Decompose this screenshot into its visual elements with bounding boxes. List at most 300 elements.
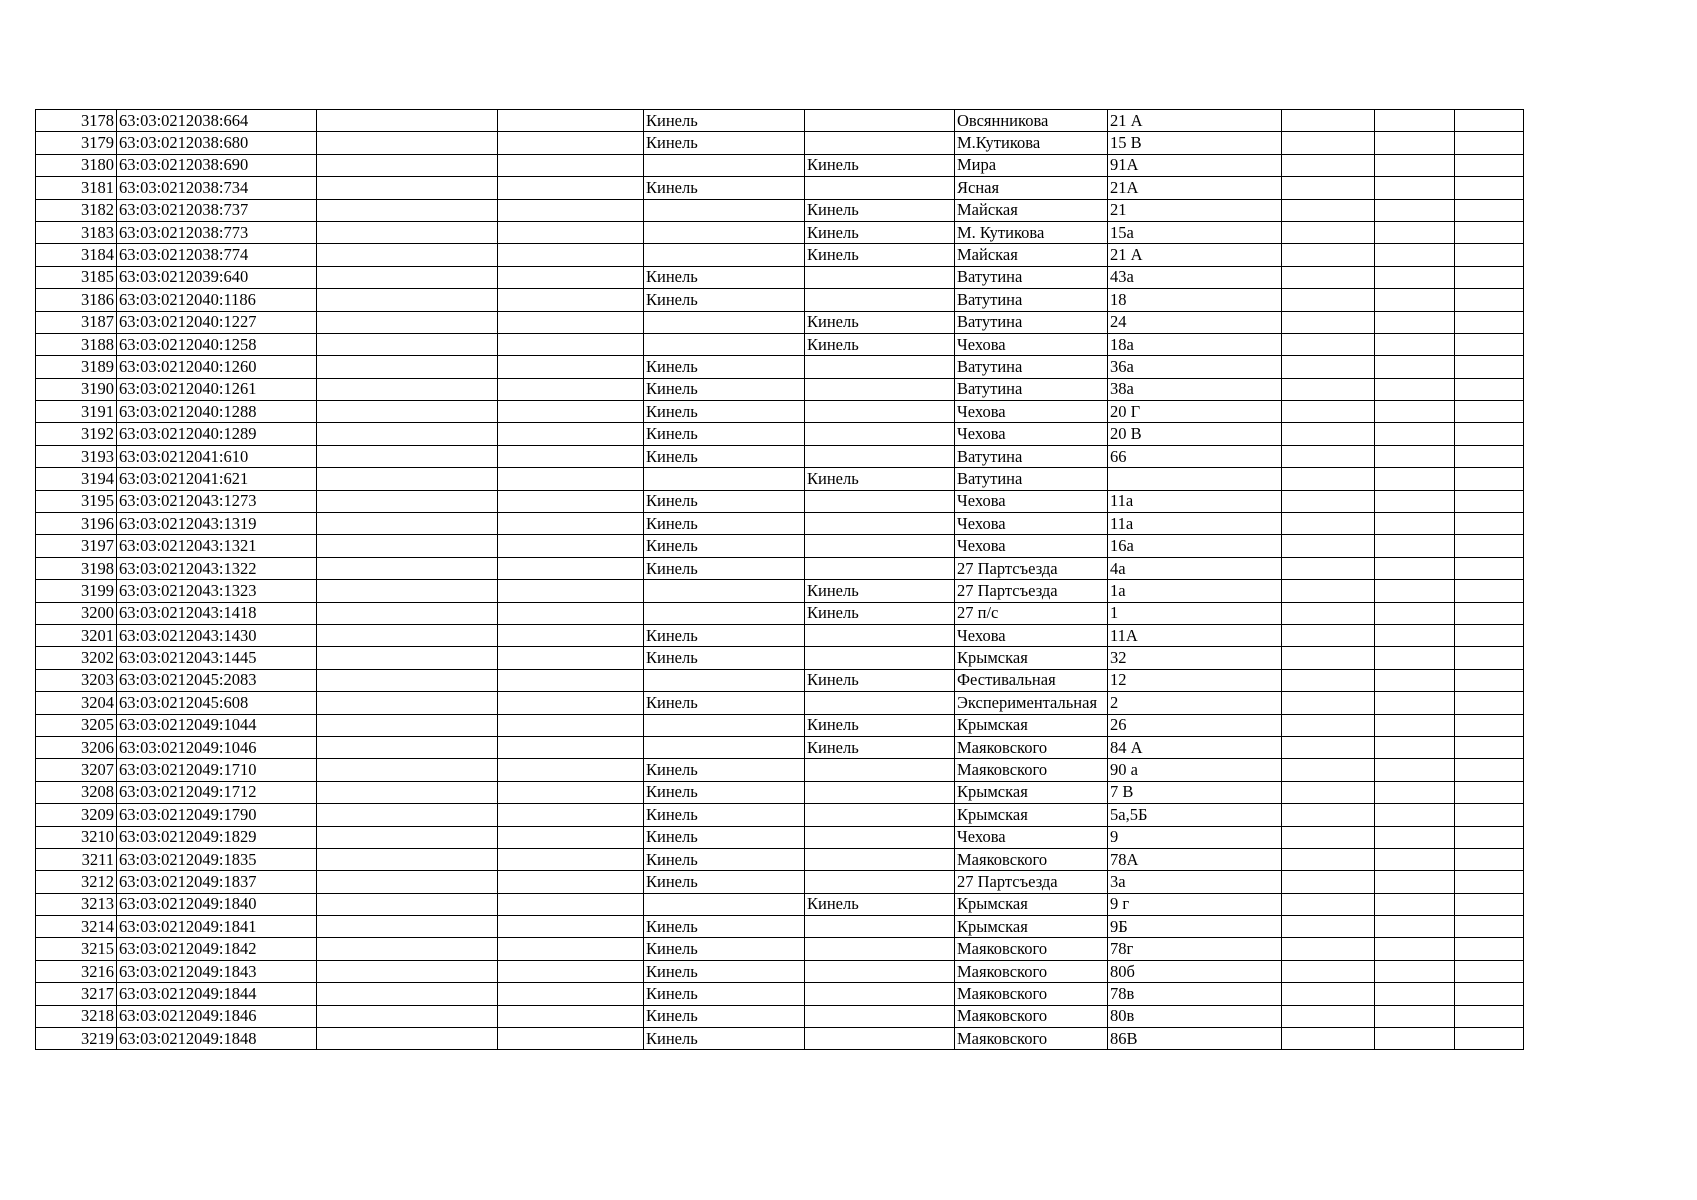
- empty-cell: [1282, 401, 1375, 423]
- empty-cell: [498, 714, 644, 736]
- street-cell: Ватутина: [955, 378, 1108, 400]
- row-number: 3207: [36, 759, 117, 781]
- empty-cell: [1455, 960, 1524, 982]
- city-cell: Кинель: [644, 916, 805, 938]
- empty-cell: [317, 490, 498, 512]
- table-row: [36, 199, 1602, 221]
- empty-cell: [1455, 1028, 1524, 1050]
- city-cell: Кинель: [644, 1005, 805, 1027]
- empty-cell: [1282, 960, 1375, 982]
- empty-cell: [1375, 871, 1455, 893]
- empty-cell: [1282, 804, 1375, 826]
- table-row: [36, 468, 1602, 490]
- city-cell: Кинель: [644, 266, 805, 288]
- empty-cell: [498, 199, 644, 221]
- table-row: [36, 759, 1602, 781]
- empty-cell: [1455, 580, 1524, 602]
- empty-cell: [317, 692, 498, 714]
- empty-cell: [317, 132, 498, 154]
- empty-cell: [1375, 1005, 1455, 1027]
- empty-cell: [317, 401, 498, 423]
- cadastral-number: 63:03:0212049:1829: [117, 826, 317, 848]
- settlement-cell: [805, 848, 955, 870]
- empty-cell: [1282, 132, 1375, 154]
- row-number: 3199: [36, 580, 117, 602]
- empty-cell: [498, 1005, 644, 1027]
- table-row: [36, 736, 1602, 758]
- empty-cell: [1375, 580, 1455, 602]
- empty-cell: [1375, 960, 1455, 982]
- empty-cell: [1455, 177, 1524, 199]
- empty-cell: [1282, 938, 1375, 960]
- cadastral-number: 63:03:0212045:608: [117, 692, 317, 714]
- city-cell: [644, 154, 805, 176]
- empty-cell: [317, 177, 498, 199]
- empty-cell: [1455, 154, 1524, 176]
- empty-cell: [317, 535, 498, 557]
- table-row: [36, 513, 1602, 535]
- empty-cell: [1282, 781, 1375, 803]
- settlement-cell: [805, 826, 955, 848]
- empty-cell: [498, 580, 644, 602]
- empty-cell: [1375, 445, 1455, 467]
- settlement-cell: [805, 647, 955, 669]
- table-row: [36, 938, 1602, 960]
- empty-cell: [1455, 983, 1524, 1005]
- city-cell: Кинель: [644, 871, 805, 893]
- settlement-cell: [805, 356, 955, 378]
- city-cell: [644, 468, 805, 490]
- cadastral-number: 63:03:0212040:1227: [117, 311, 317, 333]
- table-row: [36, 647, 1602, 669]
- empty-cell: [1375, 289, 1455, 311]
- row-number: 3219: [36, 1028, 117, 1050]
- street-cell: Ватутина: [955, 266, 1108, 288]
- city-cell: Кинель: [644, 938, 805, 960]
- empty-cell: [498, 557, 644, 579]
- empty-cell: [498, 110, 644, 132]
- cadastral-number: 63:03:0212041:610: [117, 445, 317, 467]
- house-cell: 90 а: [1108, 759, 1282, 781]
- empty-cell: [317, 557, 498, 579]
- empty-cell: [1455, 893, 1524, 915]
- cadastral-number: 63:03:0212038:773: [117, 221, 317, 243]
- street-cell: Маяковского: [955, 1005, 1108, 1027]
- empty-cell: [1455, 557, 1524, 579]
- street-cell: 27 Партсъезда: [955, 580, 1108, 602]
- empty-cell: [1455, 244, 1524, 266]
- house-cell: 9: [1108, 826, 1282, 848]
- street-cell: Крымская: [955, 893, 1108, 915]
- cadastral-number: 63:03:0212049:1846: [117, 1005, 317, 1027]
- table-row: [36, 826, 1602, 848]
- table-row: [36, 960, 1602, 982]
- empty-cell: [317, 289, 498, 311]
- empty-cell: [498, 132, 644, 154]
- street-cell: Майская: [955, 199, 1108, 221]
- cadastral-number: 63:03:0212043:1273: [117, 490, 317, 512]
- empty-cell: [1375, 692, 1455, 714]
- settlement-cell: Кинель: [805, 311, 955, 333]
- table-row: [36, 378, 1602, 400]
- empty-cell: [1375, 333, 1455, 355]
- row-number: 3209: [36, 804, 117, 826]
- empty-cell: [1282, 714, 1375, 736]
- empty-cell: [1375, 736, 1455, 758]
- row-number: 3179: [36, 132, 117, 154]
- house-cell: 84 А: [1108, 736, 1282, 758]
- settlement-cell: [805, 759, 955, 781]
- empty-cell: [317, 1005, 498, 1027]
- cadastral-number: 63:03:0212049:1837: [117, 871, 317, 893]
- row-number: 3180: [36, 154, 117, 176]
- empty-cell: [1375, 110, 1455, 132]
- empty-cell: [1455, 266, 1524, 288]
- row-number: 3215: [36, 938, 117, 960]
- cadastral-number: 63:03:0212040:1288: [117, 401, 317, 423]
- street-cell: Чехова: [955, 826, 1108, 848]
- empty-cell: [1282, 624, 1375, 646]
- empty-cell: [317, 333, 498, 355]
- row-number: 3197: [36, 535, 117, 557]
- table-row: [36, 244, 1602, 266]
- street-cell: Овсянникова: [955, 110, 1108, 132]
- city-cell: Кинель: [644, 960, 805, 982]
- empty-cell: [317, 513, 498, 535]
- empty-cell: [498, 266, 644, 288]
- settlement-cell: [805, 871, 955, 893]
- empty-cell: [1282, 557, 1375, 579]
- empty-cell: [498, 513, 644, 535]
- empty-cell: [1455, 759, 1524, 781]
- empty-cell: [498, 356, 644, 378]
- table-row: [36, 221, 1602, 243]
- city-cell: Кинель: [644, 289, 805, 311]
- cadastral-number: 63:03:0212038:774: [117, 244, 317, 266]
- street-cell: Маяковского: [955, 938, 1108, 960]
- house-cell: 21А: [1108, 177, 1282, 199]
- settlement-cell: Кинель: [805, 333, 955, 355]
- house-cell: 91А: [1108, 154, 1282, 176]
- empty-cell: [498, 154, 644, 176]
- table-row: [36, 266, 1602, 288]
- empty-cell: [1375, 916, 1455, 938]
- empty-cell: [317, 110, 498, 132]
- street-cell: Чехова: [955, 401, 1108, 423]
- empty-cell: [1455, 513, 1524, 535]
- house-cell: 20 В: [1108, 423, 1282, 445]
- cadastral-number: 63:03:0212049:1712: [117, 781, 317, 803]
- cadastral-number: 63:03:0212038:664: [117, 110, 317, 132]
- empty-cell: [317, 647, 498, 669]
- empty-cell: [1455, 199, 1524, 221]
- empty-cell: [1282, 759, 1375, 781]
- empty-cell: [317, 244, 498, 266]
- empty-cell: [1375, 759, 1455, 781]
- street-cell: Крымская: [955, 781, 1108, 803]
- empty-cell: [317, 871, 498, 893]
- empty-cell: [1282, 647, 1375, 669]
- empty-cell: [1375, 490, 1455, 512]
- empty-cell: [1375, 378, 1455, 400]
- empty-cell: [498, 490, 644, 512]
- city-cell: [644, 244, 805, 266]
- empty-cell: [1455, 110, 1524, 132]
- settlement-cell: [805, 266, 955, 288]
- row-number: 3185: [36, 266, 117, 288]
- empty-cell: [498, 401, 644, 423]
- table-row: [36, 893, 1602, 915]
- street-cell: Чехова: [955, 624, 1108, 646]
- cadastral-number: 63:03:0212040:1261: [117, 378, 317, 400]
- settlement-cell: Кинель: [805, 714, 955, 736]
- settlement-cell: Кинель: [805, 244, 955, 266]
- settlement-cell: [805, 513, 955, 535]
- empty-cell: [1282, 893, 1375, 915]
- empty-cell: [498, 311, 644, 333]
- cadastral-number: 63:03:0212049:1710: [117, 759, 317, 781]
- empty-cell: [1375, 804, 1455, 826]
- table-row: [36, 1028, 1602, 1050]
- house-cell: 9 г: [1108, 893, 1282, 915]
- empty-cell: [498, 804, 644, 826]
- house-cell: 80б: [1108, 960, 1282, 982]
- house-cell: 36а: [1108, 356, 1282, 378]
- empty-cell: [1375, 311, 1455, 333]
- empty-cell: [498, 983, 644, 1005]
- empty-cell: [1282, 535, 1375, 557]
- table-row: [36, 983, 1602, 1005]
- empty-cell: [498, 848, 644, 870]
- house-cell: 66: [1108, 445, 1282, 467]
- empty-cell: [317, 804, 498, 826]
- empty-cell: [1282, 199, 1375, 221]
- empty-cell: [1282, 1028, 1375, 1050]
- table-row: [36, 848, 1602, 870]
- empty-cell: [317, 423, 498, 445]
- table-row: [36, 177, 1602, 199]
- street-cell: Крымская: [955, 714, 1108, 736]
- settlement-cell: [805, 289, 955, 311]
- house-cell: 4а: [1108, 557, 1282, 579]
- empty-cell: [1375, 513, 1455, 535]
- empty-cell: [498, 378, 644, 400]
- cadastral-number: 63:03:0212043:1321: [117, 535, 317, 557]
- row-number: 3183: [36, 221, 117, 243]
- table-row: [36, 333, 1602, 355]
- cadastral-number: 63:03:0212049:1790: [117, 804, 317, 826]
- house-cell: 3а: [1108, 871, 1282, 893]
- cadastral-number: 63:03:0212043:1322: [117, 557, 317, 579]
- cadastral-number: 63:03:0212043:1323: [117, 580, 317, 602]
- street-cell: Чехова: [955, 490, 1108, 512]
- empty-cell: [1375, 401, 1455, 423]
- street-cell: Крымская: [955, 647, 1108, 669]
- settlement-cell: [805, 938, 955, 960]
- row-number: 3206: [36, 736, 117, 758]
- empty-cell: [1375, 1028, 1455, 1050]
- empty-cell: [1282, 848, 1375, 870]
- empty-cell: [1375, 669, 1455, 691]
- empty-cell: [317, 154, 498, 176]
- street-cell: Маяковского: [955, 736, 1108, 758]
- house-cell: 7 В: [1108, 781, 1282, 803]
- empty-cell: [1282, 177, 1375, 199]
- row-number: 3212: [36, 871, 117, 893]
- city-cell: Кинель: [644, 110, 805, 132]
- city-cell: Кинель: [644, 692, 805, 714]
- settlement-cell: Кинель: [805, 602, 955, 624]
- city-cell: Кинель: [644, 445, 805, 467]
- street-cell: Чехова: [955, 535, 1108, 557]
- settlement-cell: [805, 445, 955, 467]
- empty-cell: [317, 378, 498, 400]
- table-row: [36, 289, 1602, 311]
- house-cell: 20 Г: [1108, 401, 1282, 423]
- house-cell: 1а: [1108, 580, 1282, 602]
- cadastral-number: 63:03:0212049:1843: [117, 960, 317, 982]
- table-row: [36, 714, 1602, 736]
- empty-cell: [1282, 513, 1375, 535]
- row-number: 3198: [36, 557, 117, 579]
- cadastral-number: 63:03:0212049:1835: [117, 848, 317, 870]
- settlement-cell: [805, 177, 955, 199]
- empty-cell: [1455, 445, 1524, 467]
- row-number: 3194: [36, 468, 117, 490]
- cadastral-number: 63:03:0212038:737: [117, 199, 317, 221]
- table-row: [36, 871, 1602, 893]
- row-number: 3181: [36, 177, 117, 199]
- empty-cell: [1455, 1005, 1524, 1027]
- empty-cell: [1282, 266, 1375, 288]
- empty-cell: [1375, 244, 1455, 266]
- house-cell: 24: [1108, 311, 1282, 333]
- street-cell: 27 Партсъезда: [955, 871, 1108, 893]
- street-cell: Чехова: [955, 423, 1108, 445]
- city-cell: Кинель: [644, 1028, 805, 1050]
- empty-cell: [1282, 445, 1375, 467]
- street-cell: Ватутина: [955, 468, 1108, 490]
- empty-cell: [317, 781, 498, 803]
- cadastral-number: 63:03:0212045:2083: [117, 669, 317, 691]
- cadastral-number: 63:03:0212043:1418: [117, 602, 317, 624]
- house-cell: 21: [1108, 199, 1282, 221]
- empty-cell: [1455, 736, 1524, 758]
- house-cell: [1108, 468, 1282, 490]
- row-number: 3204: [36, 692, 117, 714]
- table-row: [36, 602, 1602, 624]
- empty-cell: [498, 647, 644, 669]
- settlement-cell: [805, 378, 955, 400]
- empty-cell: [498, 1028, 644, 1050]
- empty-cell: [1375, 826, 1455, 848]
- cadastral-number: 63:03:0212049:1844: [117, 983, 317, 1005]
- empty-cell: [317, 960, 498, 982]
- empty-cell: [1455, 624, 1524, 646]
- empty-cell: [498, 221, 644, 243]
- settlement-cell: Кинель: [805, 154, 955, 176]
- empty-cell: [1375, 983, 1455, 1005]
- empty-cell: [498, 736, 644, 758]
- row-number: 3178: [36, 110, 117, 132]
- empty-cell: [498, 177, 644, 199]
- cadastral-number: 63:03:0212049:1841: [117, 916, 317, 938]
- empty-cell: [317, 916, 498, 938]
- empty-cell: [1282, 154, 1375, 176]
- row-number: 3184: [36, 244, 117, 266]
- empty-cell: [498, 669, 644, 691]
- empty-cell: [498, 468, 644, 490]
- empty-cell: [1455, 289, 1524, 311]
- city-cell: [644, 333, 805, 355]
- street-cell: Майская: [955, 244, 1108, 266]
- street-cell: Ватутина: [955, 289, 1108, 311]
- row-number: 3187: [36, 311, 117, 333]
- city-cell: Кинель: [644, 557, 805, 579]
- city-cell: Кинель: [644, 759, 805, 781]
- empty-cell: [498, 624, 644, 646]
- city-cell: Кинель: [644, 804, 805, 826]
- street-cell: Ватутина: [955, 356, 1108, 378]
- street-cell: М. Кутикова: [955, 221, 1108, 243]
- city-cell: [644, 221, 805, 243]
- empty-cell: [1455, 333, 1524, 355]
- settlement-cell: [805, 1005, 955, 1027]
- empty-cell: [1455, 804, 1524, 826]
- empty-cell: [1375, 132, 1455, 154]
- city-cell: Кинель: [644, 848, 805, 870]
- empty-cell: [1455, 378, 1524, 400]
- empty-cell: [1282, 602, 1375, 624]
- row-number: 3196: [36, 513, 117, 535]
- empty-cell: [1455, 311, 1524, 333]
- empty-cell: [317, 624, 498, 646]
- city-cell: Кинель: [644, 647, 805, 669]
- empty-cell: [1282, 468, 1375, 490]
- empty-cell: [1282, 669, 1375, 691]
- empty-cell: [1282, 356, 1375, 378]
- table-row: [36, 132, 1602, 154]
- empty-cell: [1375, 938, 1455, 960]
- row-number: 3205: [36, 714, 117, 736]
- house-cell: 11А: [1108, 624, 1282, 646]
- empty-cell: [1375, 177, 1455, 199]
- settlement-cell: [805, 692, 955, 714]
- street-cell: Мира: [955, 154, 1108, 176]
- city-cell: Кинель: [644, 781, 805, 803]
- empty-cell: [1375, 356, 1455, 378]
- empty-cell: [498, 244, 644, 266]
- street-cell: Маяковского: [955, 983, 1108, 1005]
- row-number: 3210: [36, 826, 117, 848]
- table-row: [36, 781, 1602, 803]
- empty-cell: [1282, 916, 1375, 938]
- settlement-cell: Кинель: [805, 669, 955, 691]
- empty-cell: [1375, 266, 1455, 288]
- empty-cell: [498, 692, 644, 714]
- empty-cell: [1282, 871, 1375, 893]
- empty-cell: [317, 580, 498, 602]
- row-number: 3214: [36, 916, 117, 938]
- empty-cell: [1282, 378, 1375, 400]
- settlement-cell: [805, 916, 955, 938]
- house-cell: 32: [1108, 647, 1282, 669]
- house-cell: 9Б: [1108, 916, 1282, 938]
- settlement-cell: Кинель: [805, 221, 955, 243]
- cadastral-number: 63:03:0212049:1842: [117, 938, 317, 960]
- street-cell: 27 Партсъезда: [955, 557, 1108, 579]
- city-cell: [644, 736, 805, 758]
